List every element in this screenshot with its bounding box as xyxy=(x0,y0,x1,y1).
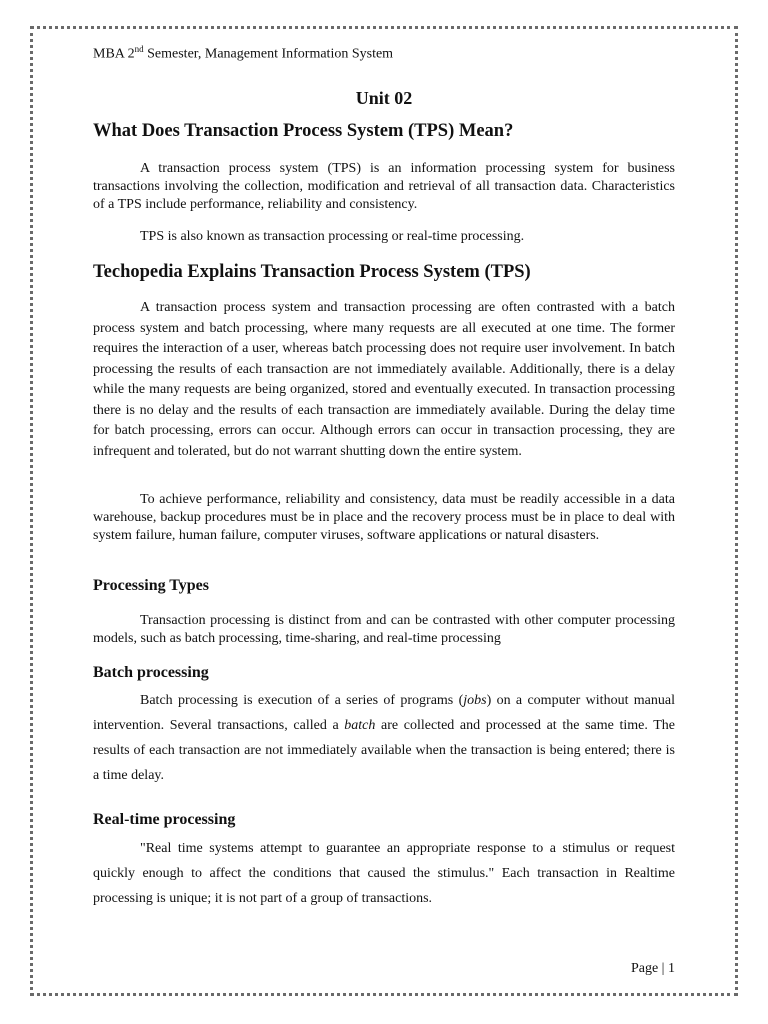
section1-para2: TPS is also known as transaction processing or real-time processing. xyxy=(140,229,525,244)
processing-types-heading: Processing Types xyxy=(93,577,210,594)
realtime-processing-heading: Real-time processing xyxy=(93,811,236,828)
batch-text-b: ) on a computer without manual intervention. Several transactions, called a xyxy=(93,693,675,733)
section1-heading: What Does Transaction Process System (TPS) Mean? xyxy=(93,121,514,141)
batch-text-jobs: jobs xyxy=(463,693,487,708)
processing-types-para: Transaction processing is distinct from and can be contrasted with other computer processing models, such as batch processing, time-sharing, and real-time processing xyxy=(93,613,675,646)
batch-text-c: are collected and processed at the same time. The results of each transaction are not immediately available when the transaction is being entered; there is a time delay. xyxy=(93,718,675,783)
batch-processing-para xyxy=(93,688,675,788)
section2-para1: A transaction process system and transaction processing are often contrasted with a batch process system and batch processing, where many requests are all executed at one time. The former requires the interaction of a user, whereas batch processing does not require user involvement. In batch processing the results of each transaction are not immediately available. Additionally, there is a delay while the many requests are being organized, stored and eventually executed. In transaction processing there is no delay and the results of each transaction are immediately available. During the delay time for batch processing, errors can occur. Although errors can occur in transaction processing, they are infrequent and tolerated, but do not warrant shutting down the entire system. xyxy=(93,300,675,459)
batch-text-batch: batch xyxy=(344,718,376,733)
section2-para2: To achieve performance, reliability and consistency, data must be readily accessible in a data warehouse, backup procedures must be in place and the recovery process must be in place to deal with system failure, human failure, computer viruses, software applications or natural disasters. xyxy=(93,492,675,543)
course-rest: Semester, Management Information System xyxy=(143,46,394,62)
course-prefix: MBA 2 xyxy=(93,46,135,62)
unit-title: Unit 02 xyxy=(355,88,413,108)
course-header xyxy=(93,44,393,63)
batch-text-a: Batch processing is execution of a series of programs ( xyxy=(140,693,464,708)
course-ordinal-suffix: nd xyxy=(134,44,144,54)
page-number: Page | 1 xyxy=(630,961,675,976)
realtime-processing-para: "Real time systems attempt to guarantee an appropriate response to a stimulus or request quickly enough to affect the conditions that caused the stimulus." Each transaction in Realtime processing is unique; it is not part of a group of transactions. xyxy=(93,841,675,906)
batch-processing-heading: Batch processing xyxy=(93,664,209,681)
section2-heading: Techopedia Explains Transaction Process System (TPS) xyxy=(93,262,531,282)
section1-para1: A transaction process system (TPS) is an information processing system for business transactions involving the collection, modification and retrieval of all transaction data. Characteristics of a TPS include performance, reliability and consistency. xyxy=(93,161,675,212)
